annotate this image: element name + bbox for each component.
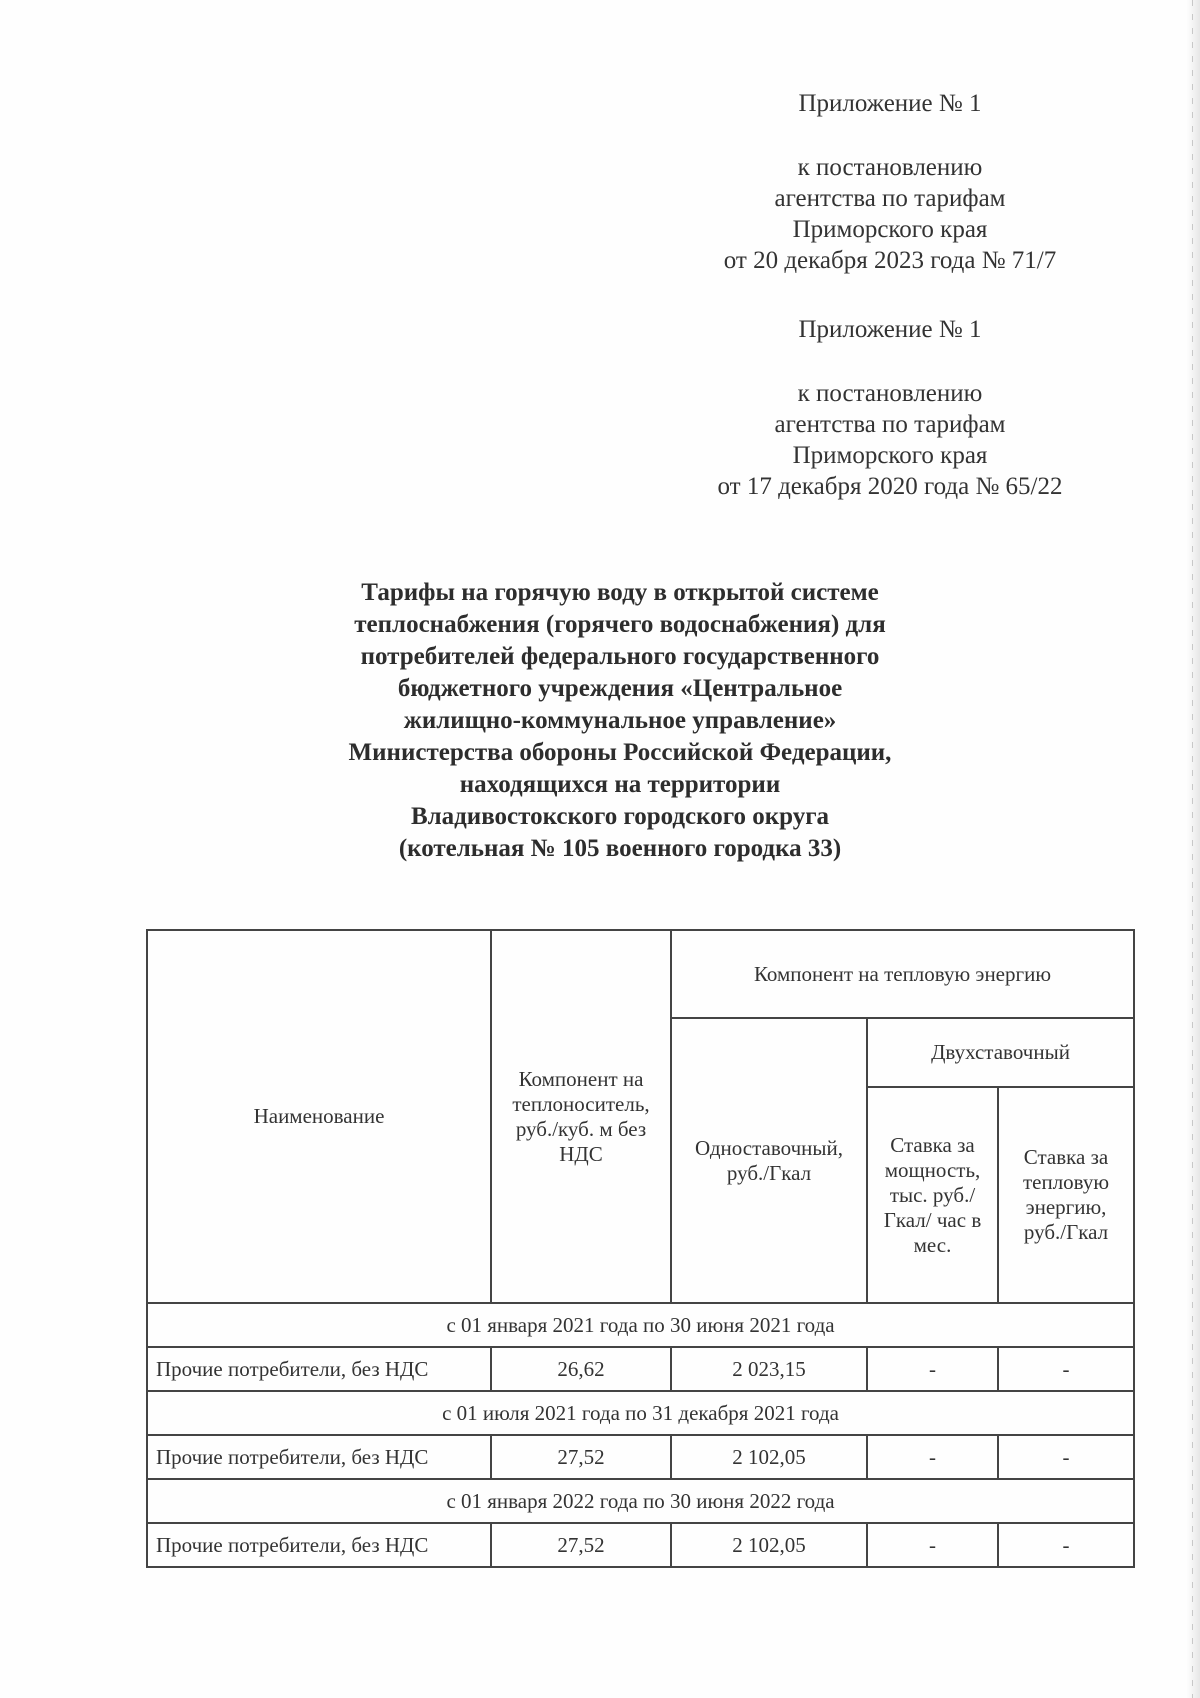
consumer-name: Прочие потребители, без НДС <box>147 1523 491 1567</box>
single-rate-value: 2 102,05 <box>671 1435 867 1479</box>
decree-line: Приморского края <box>792 216 988 243</box>
header-energy-rate: Ставка за тепловую энергию, руб./Гкал <box>998 1087 1134 1303</box>
energy-rate-value: - <box>998 1523 1134 1567</box>
decree-line: агентства по тарифам <box>774 185 1006 212</box>
header-single-rate: Одноставочный, руб./Гкал <box>671 1018 867 1303</box>
appendix-original-label <box>760 314 1020 345</box>
carrier-value: 27,52 <box>491 1435 671 1479</box>
decree-line: к постановлению <box>797 380 983 407</box>
period-label: с 01 января 2021 года по 30 июня 2021 года <box>147 1303 1134 1347</box>
appendix-current-decree <box>690 152 1090 276</box>
single-rate-value: 2 102,05 <box>671 1523 867 1567</box>
title-line: находящихся на территории <box>459 771 781 798</box>
header-two-rate: Двухставочный <box>867 1018 1134 1087</box>
appendix-label-text: Приложение № 1 <box>798 90 982 117</box>
capacity-rate-value: - <box>867 1523 998 1567</box>
decree-line: Приморского края <box>792 442 988 469</box>
decree-line: агентства по тарифам <box>774 411 1006 438</box>
carrier-value: 26,62 <box>491 1347 671 1391</box>
title-line: бюджетного учреждения «Центральное <box>397 675 843 702</box>
title-line: теплоснабжения (горячего водоснабжения) для <box>354 611 886 638</box>
decree-line: от 17 декабря 2020 года № 65/22 <box>717 473 1063 500</box>
energy-rate-value: - <box>998 1347 1134 1391</box>
appendix-current-label <box>760 88 1020 119</box>
carrier-value: 27,52 <box>491 1523 671 1567</box>
title-line: (котельная № 105 военного городка 33) <box>398 835 842 862</box>
capacity-rate-value: - <box>867 1435 998 1479</box>
title-line: Владивостокского городского округа <box>410 803 830 830</box>
scan-edge <box>1186 0 1200 1698</box>
period-row <box>147 1303 1134 1347</box>
table-row <box>147 1347 1134 1391</box>
period-label: с 01 января 2022 года по 30 июня 2022 года <box>147 1479 1134 1523</box>
title-line: потребителей федерального государственного <box>360 643 880 670</box>
appendix-label-text: Приложение № 1 <box>798 316 982 343</box>
header-carrier-component: Компонент на теплоноситель, руб./куб. м без НДС <box>491 930 671 1303</box>
document-title <box>310 577 930 865</box>
tariff-table <box>146 929 1135 1568</box>
table-row <box>147 1523 1134 1567</box>
header-capacity-rate: Ставка за мощность, тыс. руб./Гкал/ час в мес. <box>867 1087 998 1303</box>
title-line: Министерства обороны Российской Федерации, <box>348 739 892 766</box>
appendix-original-decree <box>690 378 1090 502</box>
period-row <box>147 1479 1134 1523</box>
decree-line: от 20 декабря 2023 года № 71/7 <box>723 247 1057 274</box>
consumer-name: Прочие потребители, без НДС <box>147 1435 491 1479</box>
header-row <box>147 930 1134 1018</box>
consumer-name: Прочие потребители, без НДС <box>147 1347 491 1391</box>
title-line: жилищно-коммунальное управление» <box>403 707 837 734</box>
decree-line: к постановлению <box>797 154 983 181</box>
single-rate-value: 2 023,15 <box>671 1347 867 1391</box>
capacity-rate-value: - <box>867 1347 998 1391</box>
period-row <box>147 1391 1134 1435</box>
table-row <box>147 1435 1134 1479</box>
period-label: с 01 июля 2021 года по 31 декабря 2021 года <box>147 1391 1134 1435</box>
header-name: Наименование <box>147 930 491 1303</box>
header-heat-component: Компонент на тепловую энергию <box>671 930 1134 1018</box>
energy-rate-value: - <box>998 1435 1134 1479</box>
title-line: Тарифы на горячую воду в открытой системе <box>361 579 879 606</box>
